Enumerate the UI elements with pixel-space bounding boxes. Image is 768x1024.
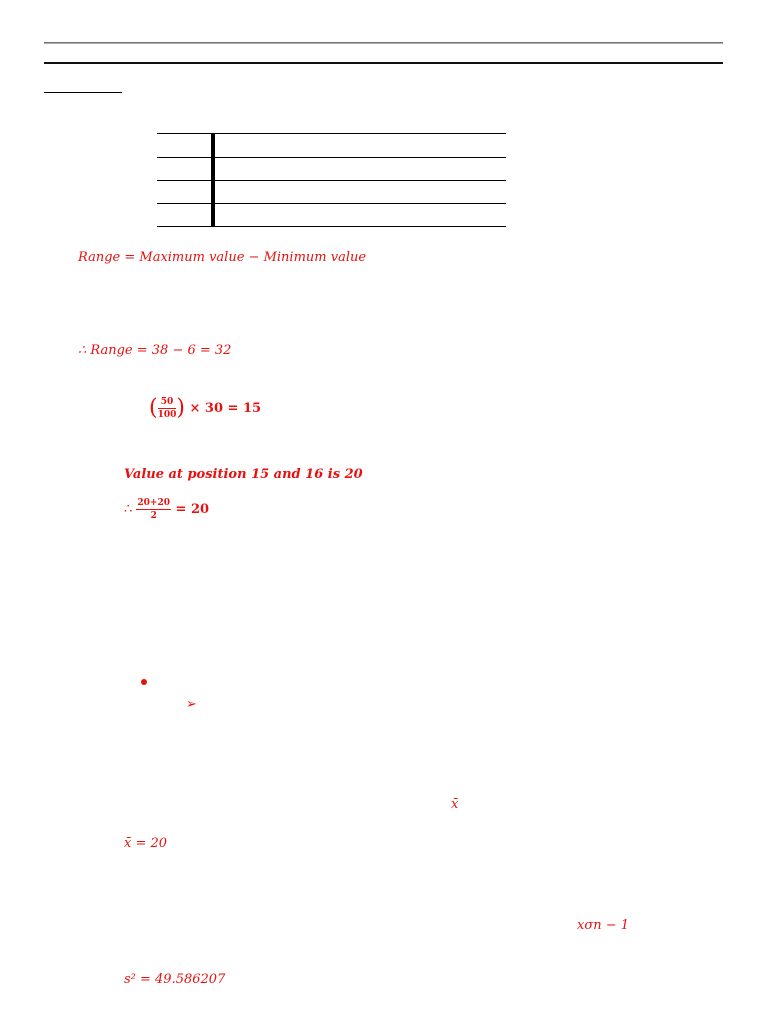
header-rule-shadow: [44, 43, 723, 44]
median-numerator: 20+20: [137, 498, 170, 508]
median-denominator: 2: [150, 511, 157, 521]
fraction-numerator: 50: [158, 397, 177, 409]
bullet-icon: [141, 679, 147, 685]
range-result: ∴ Range = 38 − 6 = 32: [78, 343, 232, 358]
position-fraction: [158, 397, 177, 420]
therefore-symbol: ∴: [124, 502, 137, 517]
median-calculation: [124, 498, 209, 521]
section-rule: [44, 62, 723, 64]
mean-symbol: x̄: [451, 797, 459, 812]
table-row-border: [157, 180, 506, 181]
calculator-key-label: xσn − 1: [577, 918, 630, 933]
table-row-border: [157, 226, 506, 227]
arrow-bullet-icon: ➢: [186, 697, 197, 712]
data-table: [157, 133, 506, 227]
open-paren: (: [149, 395, 158, 421]
position-result: × 30 = 15: [184, 401, 262, 416]
heading-underline: [44, 92, 122, 93]
median-result: = 20: [171, 502, 210, 517]
table-row-border: [157, 203, 506, 204]
table-row-border: [157, 157, 506, 158]
position-calculation: [149, 397, 261, 420]
variance-value: s² = 49.586207: [124, 972, 226, 987]
median-statement: Value at position 15 and 16 is 20: [124, 467, 363, 482]
fraction-denominator: 100: [157, 410, 177, 420]
table-column-divider: [211, 133, 215, 227]
table-row-border: [157, 133, 506, 134]
range-definition: Range = Maximum value − Minimum value: [78, 250, 367, 265]
median-fraction: [136, 498, 171, 521]
close-paren: ): [176, 395, 185, 421]
mean-value: x̄ = 20: [124, 836, 168, 851]
